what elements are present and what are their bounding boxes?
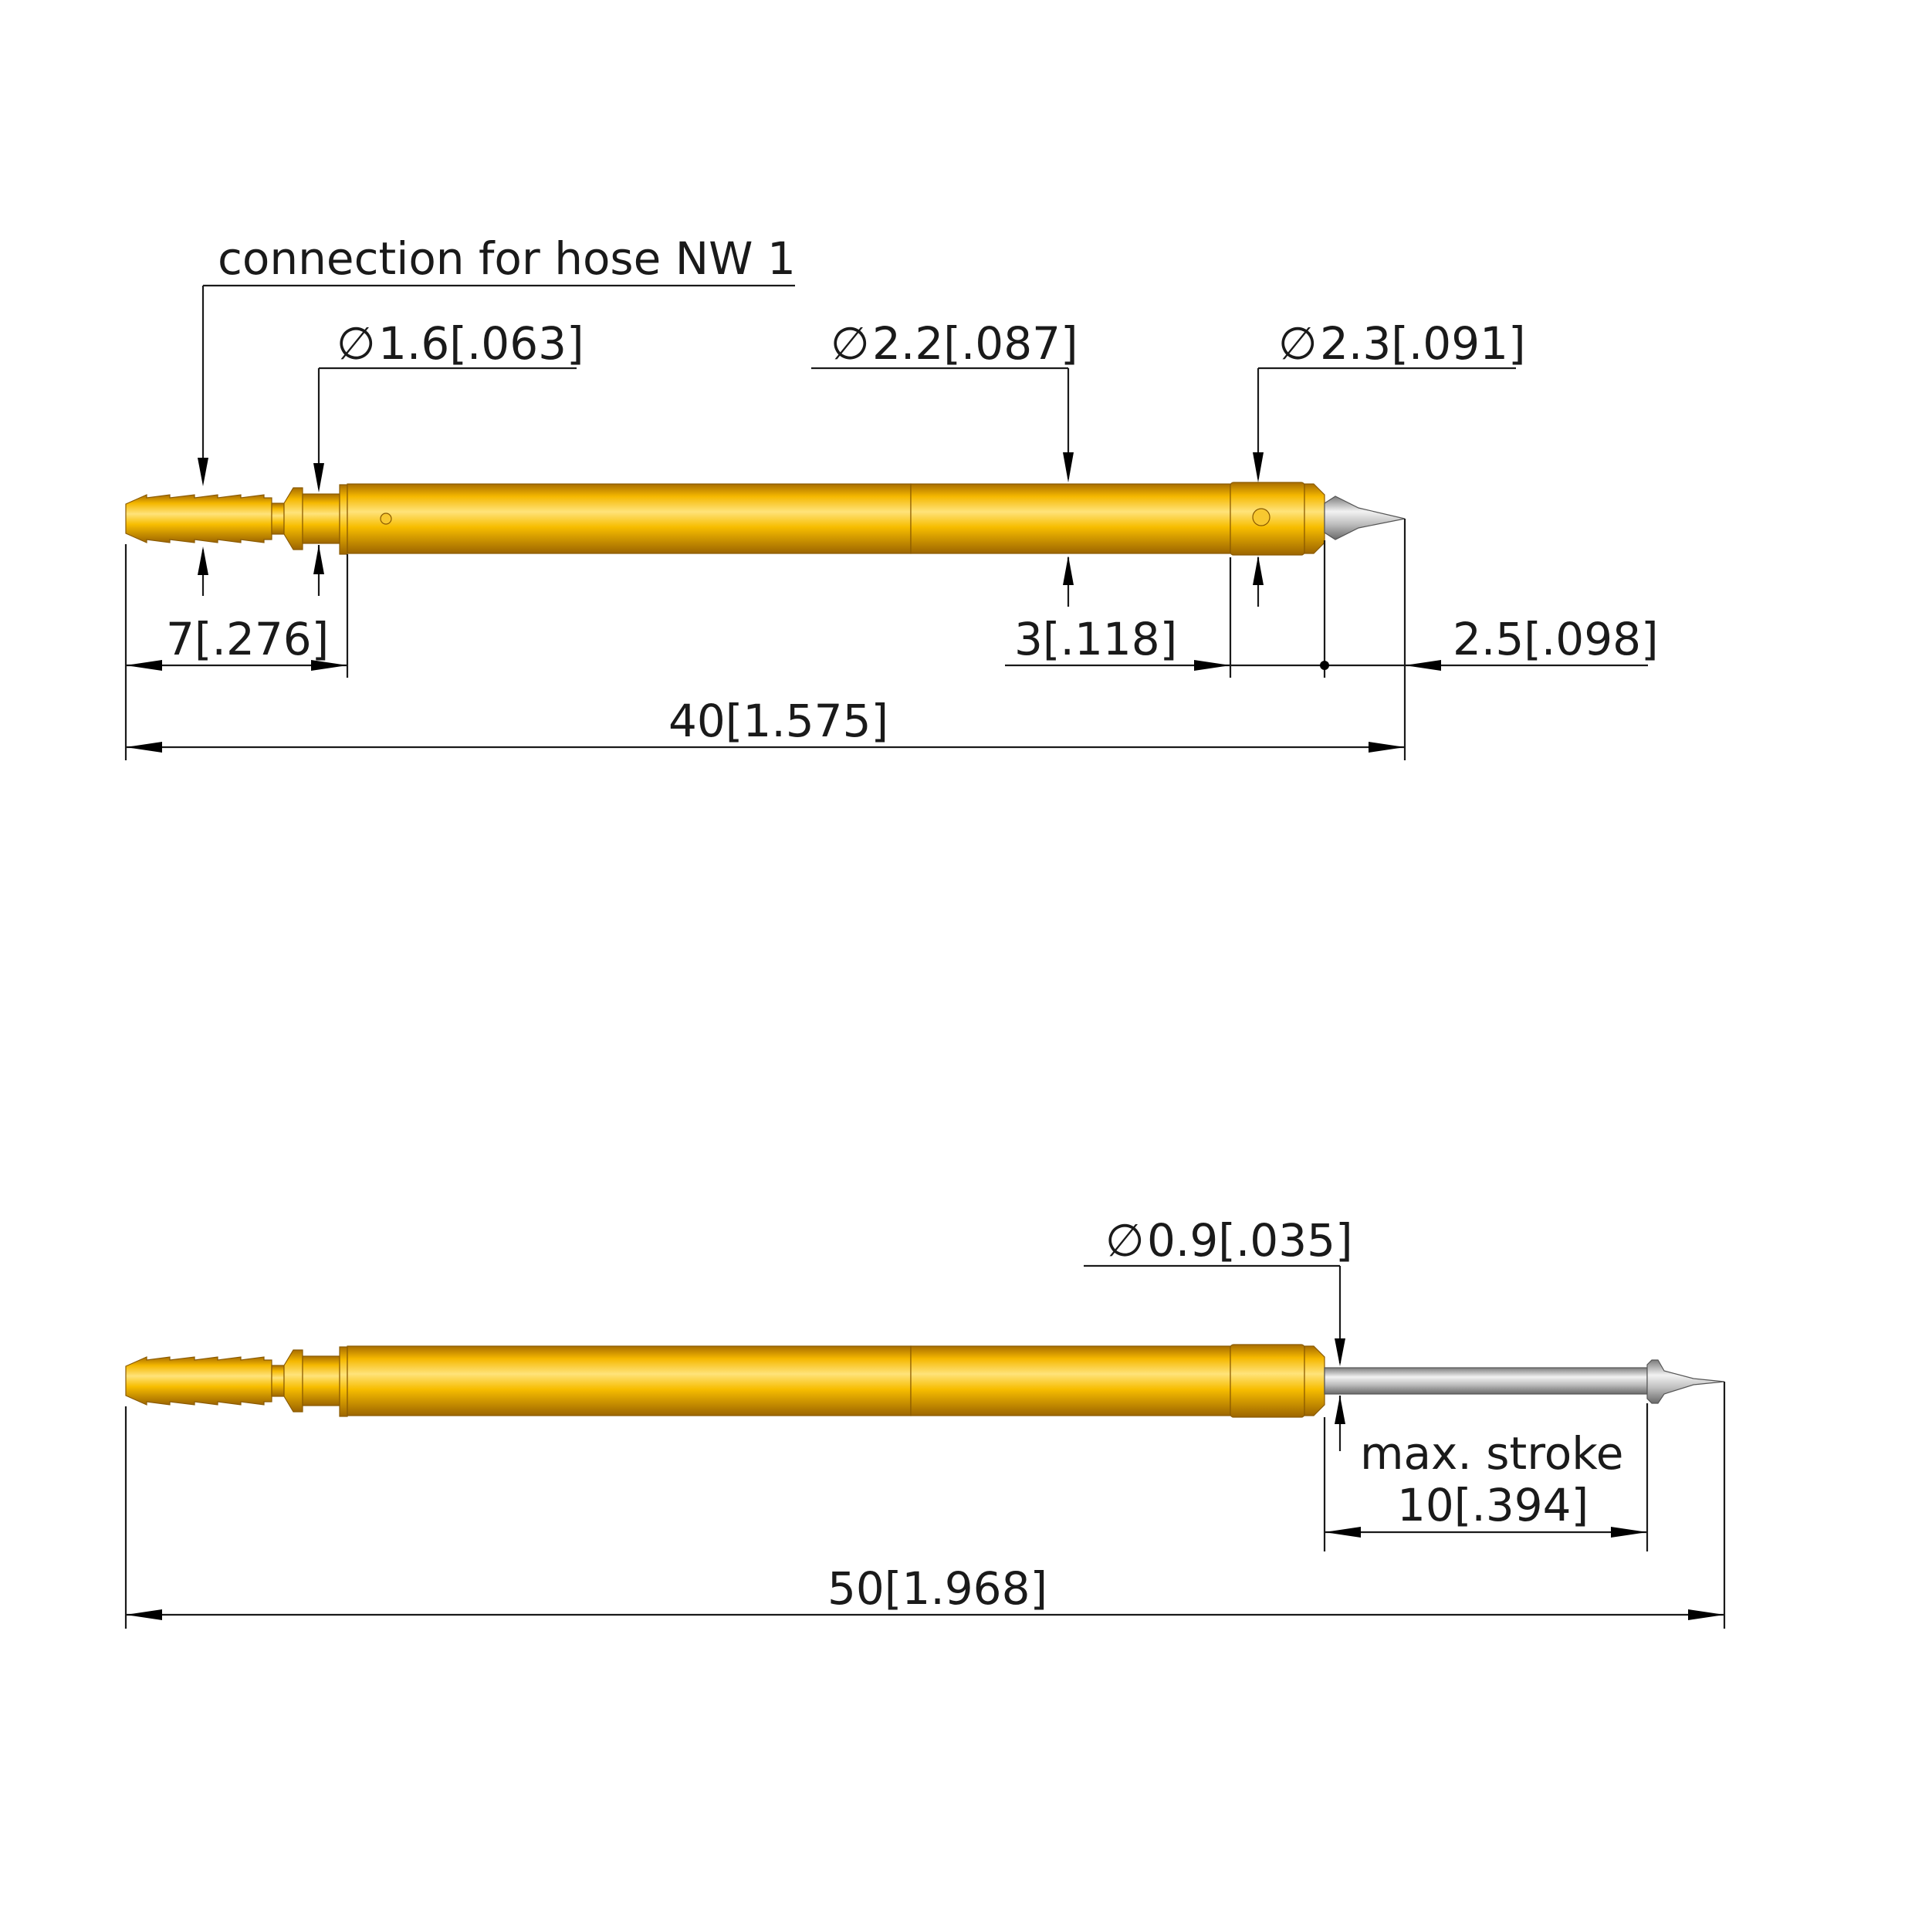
top-view — [126, 232, 1659, 760]
hose-callout: connection for hose NW 1 — [218, 232, 796, 285]
flange — [284, 488, 303, 550]
dim-length-40: 40[1.575] — [668, 695, 889, 747]
svg-text:0.9[.035]: 0.9[.035] — [1147, 1214, 1353, 1267]
svg-text:1.6[.063]: 1.6[.063] — [378, 317, 584, 370]
dim-length-2-5: 2.5[.098] — [1453, 613, 1659, 665]
stroke-label: max. stroke — [1360, 1427, 1624, 1480]
dim-stroke-10: 10[.394] — [1397, 1479, 1589, 1531]
svg-text:2.2[.087]: 2.2[.087] — [872, 317, 1078, 370]
dim-dia-0-9 — [1105, 1214, 1353, 1267]
diameter-symbol: ∅ — [337, 317, 376, 370]
diameter-symbol: ∅ — [831, 317, 870, 370]
probe-tip-top — [1325, 496, 1405, 540]
probe-body-top — [126, 482, 1325, 555]
svg-text:2.3[.091]: 2.3[.091] — [1320, 317, 1526, 370]
dim-dia-2-3 — [1278, 317, 1526, 370]
plunger-shaft — [1325, 1368, 1647, 1394]
probe-tip-bottom — [1647, 1360, 1724, 1403]
diameter-symbol: ∅ — [1105, 1214, 1145, 1267]
diameter-symbol: ∅ — [1278, 317, 1318, 370]
dim-length-3: 3[.118] — [1014, 613, 1178, 665]
bottom-view — [126, 1214, 1724, 1629]
flange — [284, 1350, 303, 1412]
crimp-hole — [1253, 509, 1270, 526]
probe-body-bottom — [126, 1345, 1325, 1417]
crimp-sleeve — [1230, 1345, 1304, 1417]
dim-dia-1-6 — [337, 317, 584, 370]
dim-dia-2-2 — [831, 317, 1078, 370]
barrel-rear — [347, 484, 911, 553]
vent-hole — [381, 513, 391, 524]
barrel-front — [911, 1346, 1230, 1416]
hose-barbs — [126, 495, 272, 543]
dim-length-50: 50[1.968] — [827, 1562, 1048, 1615]
hose-barbs — [126, 1357, 272, 1405]
barrel-rear — [347, 1346, 911, 1416]
dim-length-7: 7[.276] — [166, 613, 330, 665]
barrel-front — [911, 484, 1230, 553]
